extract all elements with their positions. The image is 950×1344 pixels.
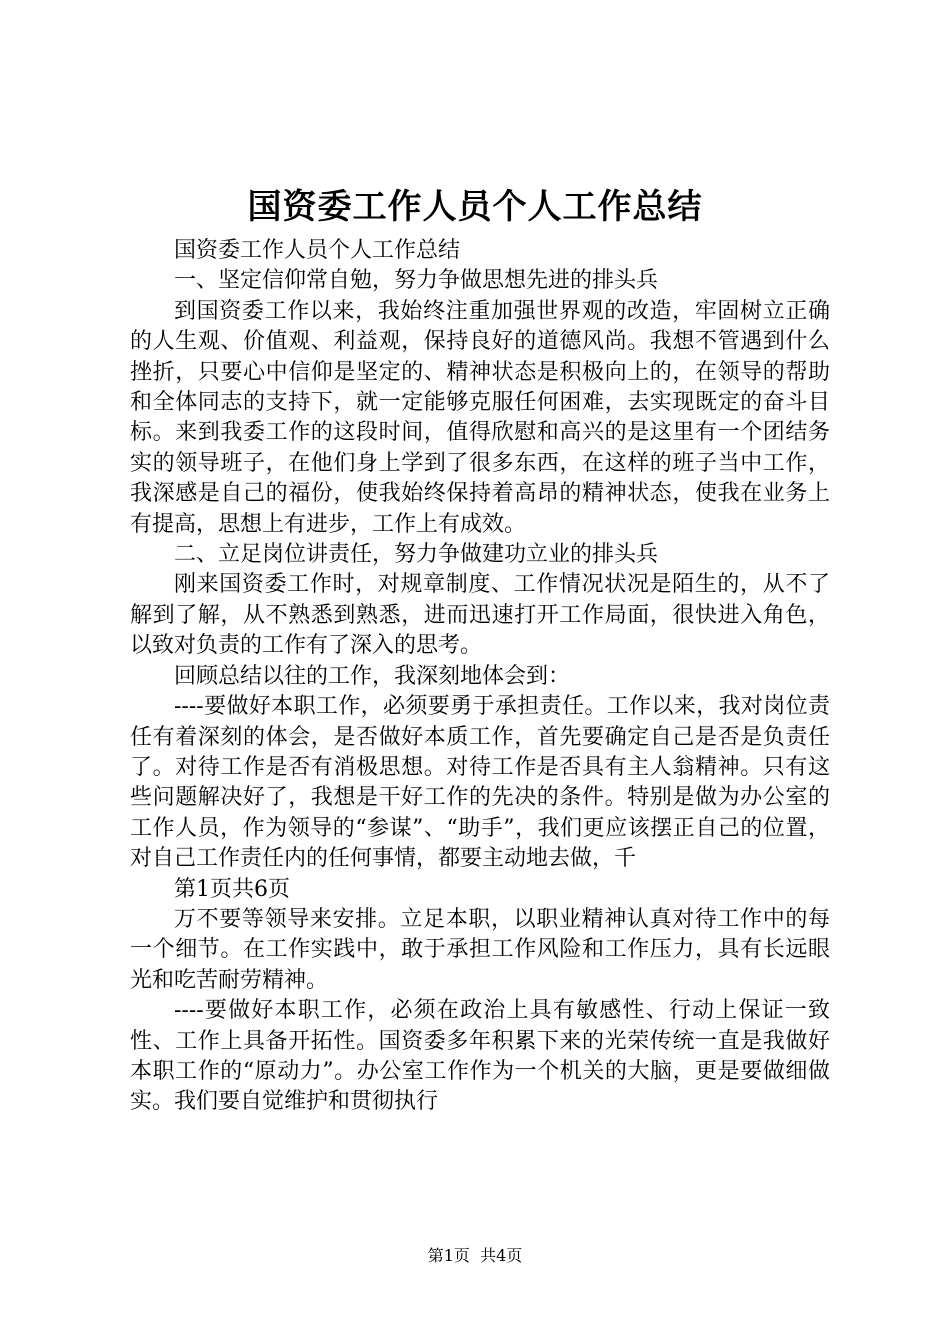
paragraph: 回顾总结以往的工作，我深刻地体会到：	[174, 663, 571, 689]
document-title: 国资委工作人员个人工作总结	[247, 187, 703, 227]
paragraph: 到国资委工作以来，我始终注重加强世界观的改造，牢固树立正确的人生观、价值观、利益观，保持良好的道德风尚。我想不管遇到什么挫折，只要心中信仰是坚定的、精神状态是积极向上的，在领导的帮助和全体同志的支持下，就一定能够克服任何困难，去实现既定的奋斗目标。来到我委工作的这段时间，值得欣慰和高兴的是这里有一个团结务实的领导班子，在他们身上学到了很多东西，在这样的班子当中工作，我深感是自己的福份，使我始终保持着高昂的精神状态，使我在业务上有提高，思想上有进步，工作上有成效。	[130, 298, 830, 537]
inline-page-marker: 第1页共6页	[174, 876, 290, 902]
section-heading-1: 一、坚定信仰常自勉，努力争做思想先进的排头兵	[174, 268, 659, 294]
paragraph-subtitle: 国资委工作人员个人工作总结	[174, 238, 461, 263]
document-body	[130, 236, 830, 1118]
paragraph: 万不要等领导来安排。立足本职，以职业精神认真对待工作中的每一个细节。在工作实践中，敢于承担工作风险和工作压力，具有长远眼光和吃苦耐劳精神。	[130, 906, 830, 993]
page-footer: 第1页 共4页	[427, 1246, 523, 1265]
section-heading-2: 二、立足岗位讲责任，努力争做建功立业的排头兵	[174, 542, 659, 568]
paragraph: ----要做好本职工作，必须在政治上具有敏感性、行动上保证一致性、工作上具备开拓性。国资委多年积累下来的光荣传统一直是我做好本职工作的“原动力”。办公室工作作为一个机关的大脑，更是要做细做实。我们要自觉维护和贯彻执行	[130, 998, 830, 1115]
paragraph: ----要做好本职工作，必须要勇于承担责任。工作以来，我对岗位责任有着深刻的体会，是否做好本质工作，首先要确定自己是否是负责任了。对待工作是否有消极思想。对待工作是否具有主人翁精神。只有这些问题解决好了，我想是干好工作的先决的条件。特别是做为办公室的工作人员，作为领导的“参谋”、“助手”，我们更应该摆正自己的位置，对自己工作责任内的任何事情，都要主动地去做，千	[130, 694, 830, 872]
paragraph: 刚来国资委工作时，对规章制度、工作情况状况是陌生的，从不了解到了解，从不熟悉到熟悉，进而迅速打开工作局面，很快进入角色，以致对负责的工作有了深入的思考。	[130, 572, 830, 659]
